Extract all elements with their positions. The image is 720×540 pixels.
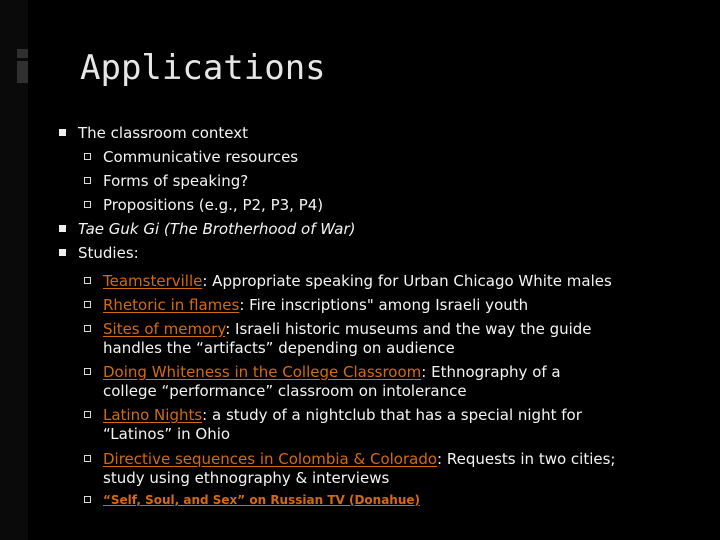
film-subtitle: (The Brotherhood of War) <box>159 220 356 238</box>
list-item-continuation <box>103 382 467 400</box>
bullet-square-icon <box>59 225 66 232</box>
item-text: college “performance” classroom on intolerance <box>103 382 467 400</box>
item-text: : a study of a nightclub that has a special night for <box>202 406 582 424</box>
list-item <box>103 172 248 190</box>
latino-nights-link[interactable]: Latino Nights <box>103 406 203 424</box>
list-item <box>103 450 615 468</box>
sites-of-memory-link[interactable]: Sites of memory <box>103 320 226 338</box>
bullet-hollow-square-icon <box>84 325 91 332</box>
item-text: The classroom context <box>78 124 249 142</box>
list-item <box>103 296 528 314</box>
item-text: study using ethnography & interviews <box>103 469 390 487</box>
list-item-continuation <box>103 339 455 357</box>
item-text: Propositions (e.g., P2, P3, P4) <box>103 196 324 214</box>
bullet-hollow-square-icon <box>84 277 91 284</box>
list-item <box>103 363 561 381</box>
bullet-hollow-square-icon <box>84 177 91 184</box>
list-item <box>78 244 139 262</box>
bullet-hollow-square-icon <box>84 455 91 462</box>
item-text: Studies: <box>78 244 139 262</box>
list-item <box>78 220 355 238</box>
list-item <box>78 124 248 142</box>
bullet-hollow-square-icon <box>84 201 91 208</box>
doing-whiteness-link[interactable]: Doing Whiteness in the College Classroom <box>103 363 422 381</box>
item-text: : Fire inscriptions" among Israeli youth <box>239 296 529 314</box>
teamsterville-link[interactable]: Teamsterville <box>103 272 203 290</box>
list-item <box>103 491 420 509</box>
russian-tv-link[interactable]: “Self, Soul, and Sex” on Russian TV (Donahue) <box>103 493 421 507</box>
bullet-hollow-square-icon <box>84 301 91 308</box>
bullet-hollow-square-icon <box>84 496 91 503</box>
item-text: Communicative resources <box>103 148 299 166</box>
item-text: Forms of speaking? <box>103 172 249 190</box>
rhetoric-in-flames-link[interactable]: Rhetoric in flames <box>103 296 240 314</box>
list-item-continuation <box>103 425 230 443</box>
list-item-continuation <box>103 469 389 487</box>
bullet-hollow-square-icon <box>84 411 91 418</box>
list-item <box>103 148 298 166</box>
bullet-hollow-square-icon <box>84 153 91 160</box>
item-text: : Ethnography of a <box>421 363 561 381</box>
item-text: : Israeli historic museums and the way the guide <box>225 320 592 338</box>
list-item <box>103 272 612 290</box>
directive-sequences-link[interactable]: Directive sequences in Colombia & Colorado <box>103 450 438 468</box>
bullet-hollow-square-icon <box>84 368 91 375</box>
item-text: : Requests in two cities; <box>437 450 616 468</box>
film-title: Tae Guk Gi <box>78 220 160 238</box>
list-item <box>103 196 323 214</box>
bullet-square-icon <box>59 249 66 256</box>
item-text: handles the “artifacts” depending on audience <box>103 339 455 357</box>
item-text: : Appropriate speaking for Urban Chicago White males <box>202 272 612 290</box>
list-item <box>103 320 592 338</box>
list-item <box>103 406 582 424</box>
slide-title: Applications <box>80 48 326 88</box>
bullet-square-icon <box>59 129 66 136</box>
item-text: “Latinos” in Ohio <box>103 425 231 443</box>
